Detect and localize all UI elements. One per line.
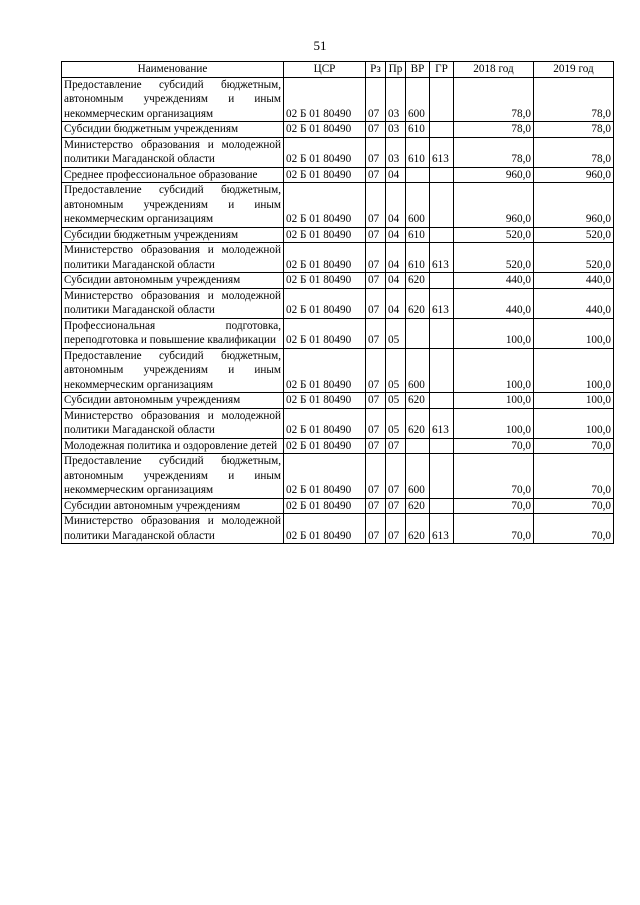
header-rz: Рз: [366, 62, 386, 78]
cell-gr: 613: [430, 288, 454, 318]
cell-gr: 613: [430, 514, 454, 544]
page-number: 51: [313, 38, 327, 53]
header-gr: ГР: [430, 62, 454, 78]
table-row: [62, 348, 614, 393]
cell-2019: 78,0: [534, 137, 614, 167]
cell-pr: 04: [386, 167, 406, 183]
cell-pr: 03: [386, 77, 406, 122]
cell-vr: 600: [406, 348, 430, 393]
cell-name: Профессиональная подготовка, переподготовка и повышение квалификации: [62, 318, 284, 348]
cell-2018: 100,0: [454, 408, 534, 438]
cell-name: Предоставление субсидий бюджетным, автономным учреждениям и иным некоммерческим организациям: [62, 454, 284, 499]
cell-2018: 100,0: [454, 348, 534, 393]
cell-vr: 620: [406, 514, 430, 544]
cell-2019: 70,0: [534, 454, 614, 499]
cell-pr: 04: [386, 288, 406, 318]
header-csr: ЦСР: [284, 62, 366, 78]
cell-name: Предоставление субсидий бюджетным, автономным учреждениям и иным некоммерческим организациям: [62, 77, 284, 122]
cell-gr: [430, 227, 454, 243]
cell-pr: 04: [386, 227, 406, 243]
cell-name: Среднее профессиональное образование: [62, 167, 284, 183]
cell-csr: 02 Б 01 80490: [284, 167, 366, 183]
cell-pr: 05: [386, 408, 406, 438]
table-row: [62, 408, 614, 438]
cell-name: Субсидии бюджетным учреждениям: [62, 122, 284, 138]
cell-pr: 07: [386, 438, 406, 454]
cell-2018: 70,0: [454, 498, 534, 514]
table-row: [62, 318, 614, 348]
cell-pr: 04: [386, 183, 406, 228]
table-row: [62, 454, 614, 499]
table-row: [62, 273, 614, 289]
cell-gr: 613: [430, 243, 454, 273]
table-row: [62, 438, 614, 454]
cell-name: Молодежная политика и оздоровление детей: [62, 438, 284, 454]
cell-2018: 100,0: [454, 393, 534, 409]
cell-pr: 07: [386, 498, 406, 514]
cell-2018: 70,0: [454, 454, 534, 499]
cell-2019: 440,0: [534, 288, 614, 318]
cell-pr: 03: [386, 122, 406, 138]
table-row: [62, 243, 614, 273]
cell-csr: 02 Б 01 80490: [284, 498, 366, 514]
cell-2019: 100,0: [534, 318, 614, 348]
cell-vr: 620: [406, 498, 430, 514]
cell-gr: [430, 167, 454, 183]
cell-2019: 78,0: [534, 122, 614, 138]
table-row: [62, 77, 614, 122]
table-row: [62, 498, 614, 514]
table-row: [62, 137, 614, 167]
cell-csr: 02 Б 01 80490: [284, 288, 366, 318]
cell-vr: 610: [406, 227, 430, 243]
cell-rz: 07: [366, 167, 386, 183]
cell-gr: [430, 318, 454, 348]
cell-csr: 02 Б 01 80490: [284, 243, 366, 273]
cell-name: Субсидии бюджетным учреждениям: [62, 227, 284, 243]
cell-rz: 07: [366, 393, 386, 409]
cell-csr: 02 Б 01 80490: [284, 454, 366, 499]
cell-2019: 70,0: [534, 514, 614, 544]
cell-vr: [406, 438, 430, 454]
cell-2018: 78,0: [454, 77, 534, 122]
cell-2018: 70,0: [454, 438, 534, 454]
cell-csr: 02 Б 01 80490: [284, 183, 366, 228]
cell-2019: 960,0: [534, 183, 614, 228]
table-row: [62, 514, 614, 544]
cell-rz: 07: [366, 77, 386, 122]
cell-name: Министерство образования и молодежной политики Магаданской области: [62, 288, 284, 318]
cell-gr: 613: [430, 408, 454, 438]
header-2019: 2019 год: [534, 62, 614, 78]
cell-vr: 600: [406, 183, 430, 228]
header-vr: ВР: [406, 62, 430, 78]
cell-csr: 02 Б 01 80490: [284, 318, 366, 348]
cell-vr: 610: [406, 122, 430, 138]
cell-rz: 07: [366, 137, 386, 167]
cell-rz: 07: [366, 408, 386, 438]
cell-gr: [430, 122, 454, 138]
cell-csr: 02 Б 01 80490: [284, 514, 366, 544]
cell-name: Министерство образования и молодежной политики Магаданской области: [62, 408, 284, 438]
header-row: [62, 62, 614, 78]
cell-vr: 610: [406, 137, 430, 167]
cell-gr: [430, 498, 454, 514]
cell-rz: 07: [366, 122, 386, 138]
cell-vr: 620: [406, 393, 430, 409]
cell-gr: [430, 438, 454, 454]
cell-rz: 07: [366, 454, 386, 499]
table-row: [62, 122, 614, 138]
cell-gr: [430, 393, 454, 409]
cell-gr: [430, 77, 454, 122]
cell-name: Министерство образования и молодежной политики Магаданской области: [62, 137, 284, 167]
cell-rz: 07: [366, 243, 386, 273]
cell-csr: 02 Б 01 80490: [284, 227, 366, 243]
cell-name: Субсидии автономным учреждениям: [62, 393, 284, 409]
cell-2018: 70,0: [454, 514, 534, 544]
cell-pr: 07: [386, 454, 406, 499]
cell-2019: 100,0: [534, 408, 614, 438]
cell-csr: 02 Б 01 80490: [284, 393, 366, 409]
cell-vr: 600: [406, 77, 430, 122]
cell-2018: 78,0: [454, 137, 534, 167]
cell-name: Министерство образования и молодежной политики Магаданской области: [62, 243, 284, 273]
cell-rz: 07: [366, 227, 386, 243]
cell-vr: 610: [406, 243, 430, 273]
cell-pr: 07: [386, 514, 406, 544]
cell-2019: 520,0: [534, 227, 614, 243]
cell-2019: 960,0: [534, 167, 614, 183]
header-2018: 2018 год: [454, 62, 534, 78]
table-row: [62, 227, 614, 243]
cell-vr: 620: [406, 408, 430, 438]
cell-gr: [430, 183, 454, 228]
cell-csr: 02 Б 01 80490: [284, 348, 366, 393]
cell-2018: 440,0: [454, 273, 534, 289]
header-pr: Пр: [386, 62, 406, 78]
cell-name: Министерство образования и молодежной политики Магаданской области: [62, 514, 284, 544]
cell-pr: 04: [386, 243, 406, 273]
cell-csr: 02 Б 01 80490: [284, 137, 366, 167]
cell-2019: 70,0: [534, 438, 614, 454]
cell-csr: 02 Б 01 80490: [284, 438, 366, 454]
cell-vr: 600: [406, 454, 430, 499]
cell-csr: 02 Б 01 80490: [284, 122, 366, 138]
cell-rz: 07: [366, 498, 386, 514]
cell-gr: [430, 454, 454, 499]
cell-vr: [406, 318, 430, 348]
table-row: [62, 288, 614, 318]
cell-2018: 78,0: [454, 122, 534, 138]
cell-pr: 04: [386, 273, 406, 289]
cell-rz: 07: [366, 273, 386, 289]
cell-2018: 100,0: [454, 318, 534, 348]
cell-2019: 520,0: [534, 243, 614, 273]
budget-table: [61, 61, 614, 544]
cell-pr: 03: [386, 137, 406, 167]
table-row: [62, 393, 614, 409]
cell-pr: 05: [386, 348, 406, 393]
cell-2018: 520,0: [454, 227, 534, 243]
cell-vr: 620: [406, 288, 430, 318]
cell-2018: 440,0: [454, 288, 534, 318]
cell-2018: 960,0: [454, 167, 534, 183]
table-row: [62, 183, 614, 228]
cell-2018: 520,0: [454, 243, 534, 273]
cell-name: Субсидии автономным учреждениям: [62, 498, 284, 514]
cell-csr: 02 Б 01 80490: [284, 273, 366, 289]
cell-name: Предоставление субсидий бюджетным, автономным учреждениям и иным некоммерческим организациям: [62, 348, 284, 393]
cell-csr: 02 Б 01 80490: [284, 77, 366, 122]
cell-2019: 70,0: [534, 498, 614, 514]
cell-rz: 07: [366, 514, 386, 544]
cell-2019: 100,0: [534, 393, 614, 409]
cell-rz: 07: [366, 288, 386, 318]
cell-name: Предоставление субсидий бюджетным, автономным учреждениям и иным некоммерческим организациям: [62, 183, 284, 228]
cell-gr: [430, 273, 454, 289]
cell-pr: 05: [386, 318, 406, 348]
cell-gr: [430, 348, 454, 393]
cell-pr: 05: [386, 393, 406, 409]
cell-2019: 78,0: [534, 77, 614, 122]
cell-name: Субсидии автономным учреждениям: [62, 273, 284, 289]
cell-vr: [406, 167, 430, 183]
cell-csr: 02 Б 01 80490: [284, 408, 366, 438]
cell-rz: 07: [366, 348, 386, 393]
header-name: Наименование: [62, 62, 284, 78]
cell-2018: 960,0: [454, 183, 534, 228]
cell-rz: 07: [366, 183, 386, 228]
cell-2019: 100,0: [534, 348, 614, 393]
cell-rz: 07: [366, 318, 386, 348]
cell-2019: 440,0: [534, 273, 614, 289]
cell-rz: 07: [366, 438, 386, 454]
table-row: [62, 167, 614, 183]
cell-vr: 620: [406, 273, 430, 289]
cell-gr: 613: [430, 137, 454, 167]
